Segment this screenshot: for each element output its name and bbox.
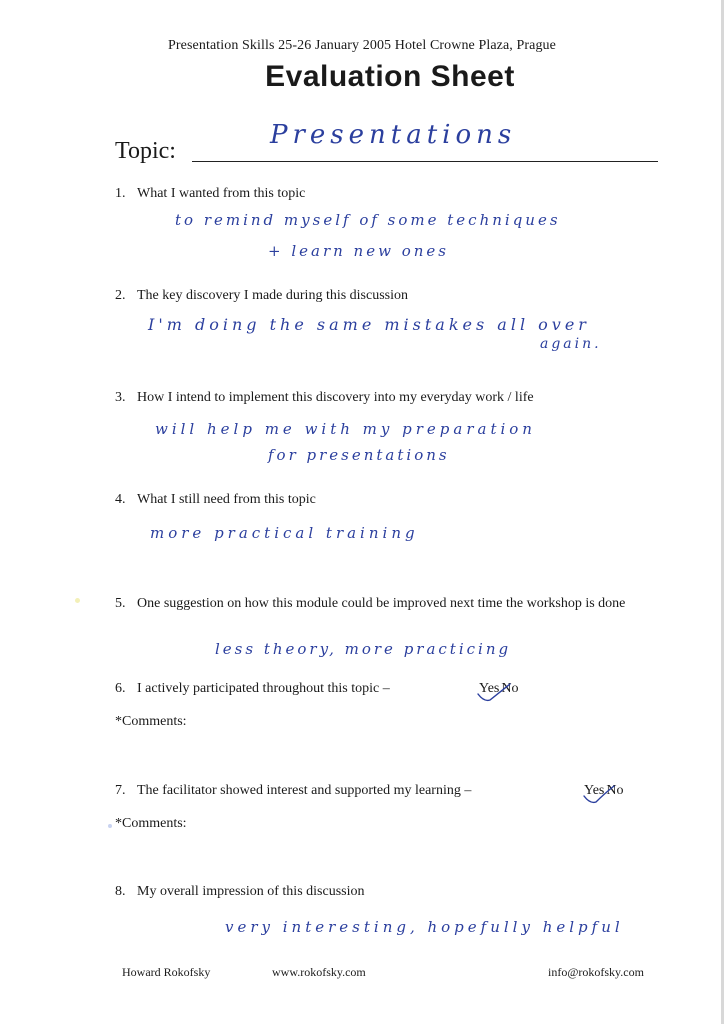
- document-title: Evaluation Sheet: [265, 60, 515, 93]
- question-number: 8.: [115, 884, 126, 899]
- answer-3-line-1: will help me with my preparation: [155, 420, 536, 438]
- question-number: 4.: [115, 492, 126, 507]
- topic-handwritten-value: Presentations: [270, 120, 517, 150]
- answer-3-line-2: for presentations: [268, 446, 450, 464]
- question-1: [115, 185, 305, 203]
- scan-speck: [108, 824, 112, 828]
- answer-1-line-1: to remind myself of some techniques: [175, 211, 561, 229]
- q6-no-option[interactable]: No: [501, 681, 519, 696]
- q6-check-mark-icon: [476, 682, 512, 704]
- question-text: What I wanted from this topic: [137, 186, 306, 201]
- question-4: [115, 491, 316, 509]
- question-text: What I still need from this topic: [137, 492, 316, 507]
- q7-comments-label: *Comments:: [115, 816, 187, 831]
- question-8: [115, 883, 365, 901]
- question-2: [115, 287, 408, 305]
- document-header: Presentation Skills 25-26 January 2005 Hotel Crowne Plaza, Prague: [168, 38, 556, 53]
- q6-yes-option[interactable]: Yes: [479, 681, 500, 696]
- question-text: How I intend to implement this discovery into my everyday work / life: [137, 390, 534, 405]
- question-6: [115, 680, 390, 698]
- question-3: [115, 389, 534, 407]
- question-number: 5.: [115, 596, 126, 611]
- question-number: 1.: [115, 186, 126, 201]
- q7-check-mark-icon: [582, 784, 616, 806]
- topic-label: Topic:: [115, 138, 176, 164]
- answer-2-line-1: I'm doing the same mistakes all over: [148, 315, 590, 334]
- answer-8-line-1: very interesting, hopefully helpful: [225, 918, 624, 936]
- answer-5-line-1: less theory, more practicing: [215, 640, 512, 658]
- q7-no-option[interactable]: No: [606, 783, 624, 798]
- question-number: 7.: [115, 783, 126, 798]
- answer-2-line-2: again.: [540, 336, 602, 352]
- footer-website-link[interactable]: www.rokofsky.com: [272, 965, 366, 979]
- question-text: My overall impression of this discussion: [137, 884, 365, 899]
- q7-yes-option[interactable]: Yes: [584, 783, 605, 798]
- footer-email-link[interactable]: info@rokofsky.com: [548, 965, 644, 979]
- footer-name: Howard Rokofsky: [122, 965, 211, 979]
- answer-4-line-1: more practical training: [150, 524, 419, 542]
- scan-speck: [75, 598, 80, 603]
- topic-underline: [192, 161, 658, 162]
- answer-1-line-2: + learn new ones: [268, 242, 449, 260]
- question-number: 3.: [115, 390, 126, 405]
- question-text: I actively participated throughout this topic –: [137, 681, 390, 696]
- question-5: [115, 595, 655, 613]
- question-number: 2.: [115, 288, 126, 303]
- question-number: 6.: [115, 681, 126, 696]
- question-text: The key discovery I made during this discussion: [137, 288, 409, 303]
- question-7: [115, 782, 471, 800]
- question-text: The facilitator showed interest and supported my learning –: [137, 783, 472, 798]
- q6-comments-label: *Comments:: [115, 714, 187, 729]
- question-text: One suggestion on how this module could be improved next time the workshop is done: [137, 596, 626, 611]
